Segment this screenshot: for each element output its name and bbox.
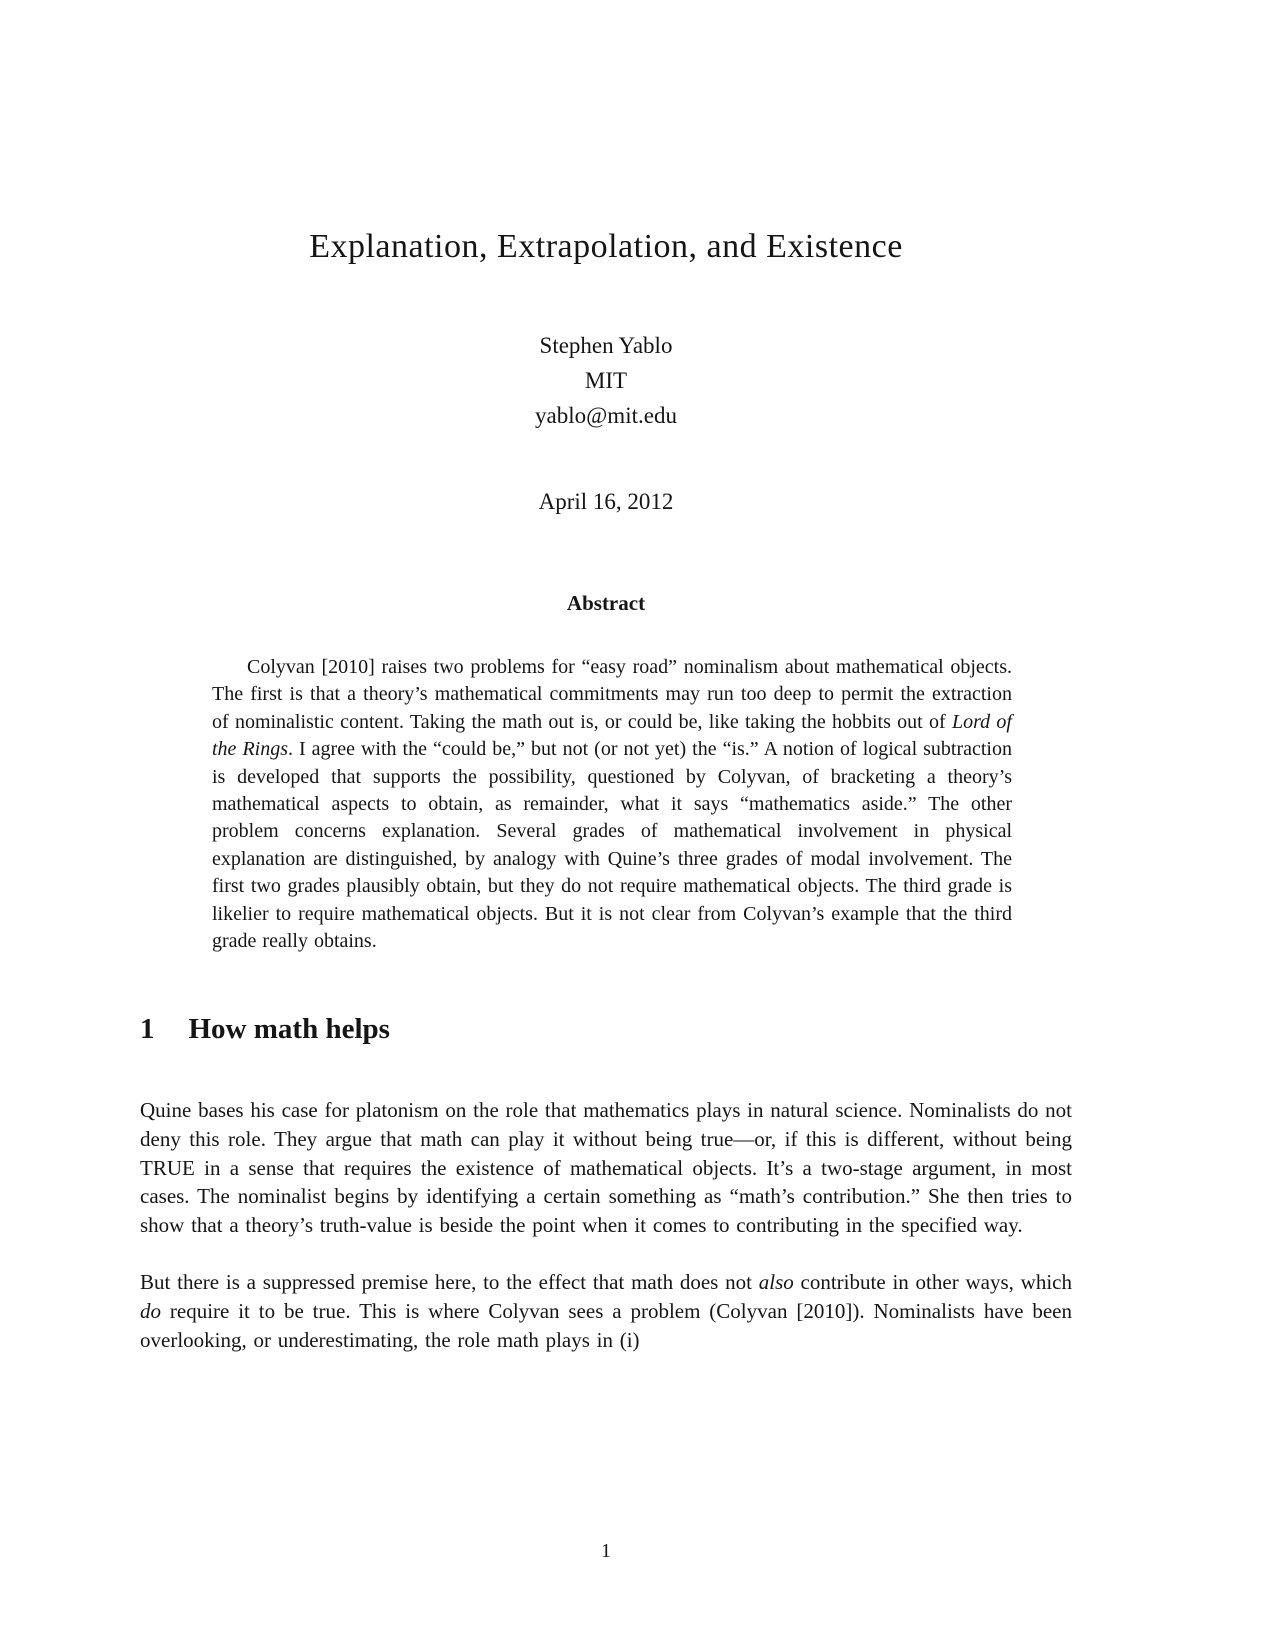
paragraph-segment-italic: do — [140, 1299, 161, 1324]
abstract-heading: Abstract — [566, 591, 646, 615]
author-email: yablo@mit.edu — [535, 403, 677, 428]
paragraph-segment: contribute in other ways, which — [793, 1270, 1072, 1295]
author-block — [140, 328, 1072, 433]
body-paragraph — [140, 1268, 1072, 1354]
author-name: Stephen Yablo — [539, 333, 673, 358]
author-affiliation: MIT — [584, 368, 628, 393]
page-number: 1 — [601, 1540, 611, 1562]
paragraph-segment: Quine bases his case for platonism on the role that mathematics plays in natural science. Nominalists do not deny this role. They argue that math can play it without being true—or, if this is different, without being TRUE in a sense that requires the existence of mathematical objects. It’s a two-stage argument, in most cases. The nominalist begins by identifying a certain something as “math’s contribution.” She then tries to show that a theory’s truth-value is beside the point when it comes to contributing in the specified way. — [140, 1098, 1072, 1237]
body-paragraph — [140, 1096, 1072, 1239]
section-number: 1 — [140, 1013, 155, 1046]
paper-date: April 16, 2012 — [538, 489, 674, 514]
abstract-segment: . I agree with the “could be,” but not (or not yet) the “is.” A notion of logical subtraction is developed that supports the possibility, questioned by Colyvan, of bracketing a theory’s mathematical aspects to obtain, as remainder, what it says “mathematics aside.” The other problem concerns explanation. Several grades of mathematical involvement in physical explanation are distinguished, by analogy with Quine’s three grades of modal involvement. The first two grades plausibly obtain, but they do not require mathematical objects. The third grade is likelier to require mathematical objects. But it is not clear from Colyvan’s example that the third grade really obtains. — [212, 738, 1012, 953]
abstract-segment-italic: Lord of the Rings — [212, 710, 1012, 761]
paragraph-segment: But there is a suppressed premise here, to the effect that math does not — [140, 1270, 759, 1295]
text-column — [140, 0, 1072, 1354]
paragraph-segment: require it to be true. This is where Colyvan sees a problem (Colyvan [2010]). Nominalists have been overlooking, or underestimating, the role math plays in (i) — [140, 1299, 1072, 1352]
section-heading — [140, 1013, 1072, 1046]
paragraph-segment-italic: also — [758, 1270, 794, 1295]
section-title: How math helps — [188, 1013, 390, 1046]
abstract-text — [212, 654, 1012, 955]
paper-title: Explanation, Extrapolation, and Existence — [309, 228, 903, 265]
abstract-segment: Colyvan [2010] raises two problems for “easy road” nominalism about mathematical objects. The first is that a theory’s mathematical commitments may run too deep to permit the extraction of nominalistic content. Taking the math out is, or could be, like taking the hobbits out of — [212, 656, 1012, 733]
